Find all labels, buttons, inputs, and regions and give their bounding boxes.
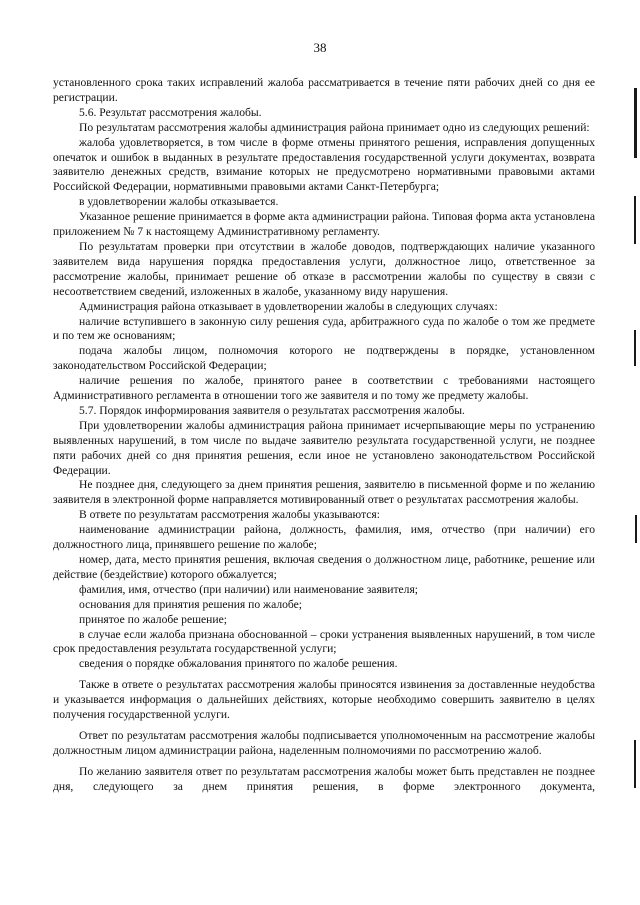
scan-artifact [634, 88, 637, 158]
list-item: наименование администрации района, должность, фамилия, имя, отчество (при наличии) его должностного лица, принявшего решение по жалобе; [53, 523, 595, 552]
section-heading-5-7: 5.7. Порядок информирования заявителя о результатах рассмотрения жалобы. [79, 403, 465, 417]
paragraph: Не позднее дня, следующего за днем принятия решения, заявителю в письменной форме и по желанию заявителя в электронной форме направляется мотивированный ответ о результатах рассмотрения жалобы. [53, 478, 595, 507]
paragraph: Также в ответе о результатах рассмотрения жалобы приносятся извинения за доставленные неудобства и указывается информация о дальнейших действиях, которые необходимо совершить заявителю в целях получения государственной услуги. [53, 678, 595, 722]
list-item: наличие решения по жалобе, принятого ранее в соответствии с требованиями настоящего Административного регламента в отношении того же заявителя и по тому же предмету жалобы. [53, 374, 595, 403]
list-item: номер, дата, место принятия решения, включая сведения о должностном лице, работнике, решение или действие (бездействие) которого обжалуется; [53, 553, 595, 581]
paragraph: По желанию заявителя ответ по результатам рассмотрения жалобы может быть представлен не позднее дня, следующего за днем принятия решения, в форме электронного документа, [53, 764, 595, 793]
list-item: принятое по жалобе решение; [79, 612, 227, 626]
document-body [53, 76, 595, 795]
list-item: жалоба удовлетворяется, в том числе в форме отмены принятого решения, исправления допущенных опечаток и ошибок в выданных в результате предоставления государственной услуги документах, возврата заявителю денежных средств, взимание которых не предусмотрено нормативными правовыми актами Российской Федерации, нормативными правовыми актами Санкт-Петербурга; [53, 135, 595, 194]
section-heading-5-6: 5.6. Результат рассмотрения жалобы. [79, 105, 262, 119]
list-item: фамилия, имя, отчество (при наличии) или наименование заявителя; [79, 582, 419, 596]
list-item: сведения о порядке обжалования принятого по жалобе решения. [79, 657, 398, 671]
list-item: в случае если жалоба признана обоснованной – сроки устранения выявленных нарушений, в том числе срок предоставления результата государственной услуги; [53, 627, 595, 656]
paragraph: При удовлетворении жалобы администрация района принимает исчерпывающие меры по устранению выявленных нарушений, в том числе по выдаче заявителю результата государственной услуги, не позднее пяти рабочих дней со дня принятия решения, если иное не установлено законодательством Российской Федерации. [53, 418, 595, 477]
paragraph: Указанное решение принимается в форме акта администрации района. Типовая форма акта установлена приложением № 7 к настоящему Административному регламенту. [53, 210, 595, 239]
paragraph: По результатам рассмотрения жалобы администрация района принимает одно из следующих решений: [79, 120, 590, 134]
paragraph: установленного срока таких исправлений жалоба рассматривается в течение пяти рабочих дней со дня ее регистрации. [53, 76, 595, 104]
list-item: подача жалобы лицом, полномочия которого не подтверждены в порядке, установленном законодательством Российской Федерации; [53, 344, 595, 373]
list-item: основания для принятия решения по жалобе; [79, 597, 303, 611]
scan-artifact [634, 196, 636, 244]
paragraph: Администрация района отказывает в удовлетворении жалобы в следующих случаях: [79, 299, 498, 313]
scan-artifact [635, 515, 637, 543]
page-number: 38 [313, 40, 327, 55]
scan-artifact [634, 740, 636, 788]
paragraph: По результатам проверки при отсутствии в жалобе доводов, подтверждающих наличие указанного заявителем вида нарушения порядка предоставления услуги, должностное лицо, ответственное за рассмотрение жалобы, принимает решение об отказе в рассмотрении жалобы по существу в связи с несоответствием сведений, изложенных в жалобе, указанному виду нарушения. [53, 239, 595, 298]
list-item: наличие вступившего в законную силу решения суда, арбитражного суда по жалобе о том же предмете и по тем же основаниям; [53, 314, 595, 343]
paragraph: В ответе по результатам рассмотрения жалобы указываются: [79, 508, 380, 522]
list-item: в удовлетворении жалобы отказывается. [79, 195, 279, 209]
paragraph: Ответ по результатам рассмотрения жалобы подписывается уполномоченным на рассмотрение жалобы должностным лицом администрации района, наделенным полномочиями по рассмотрению жалоб. [53, 728, 595, 757]
scan-artifact [634, 330, 636, 366]
